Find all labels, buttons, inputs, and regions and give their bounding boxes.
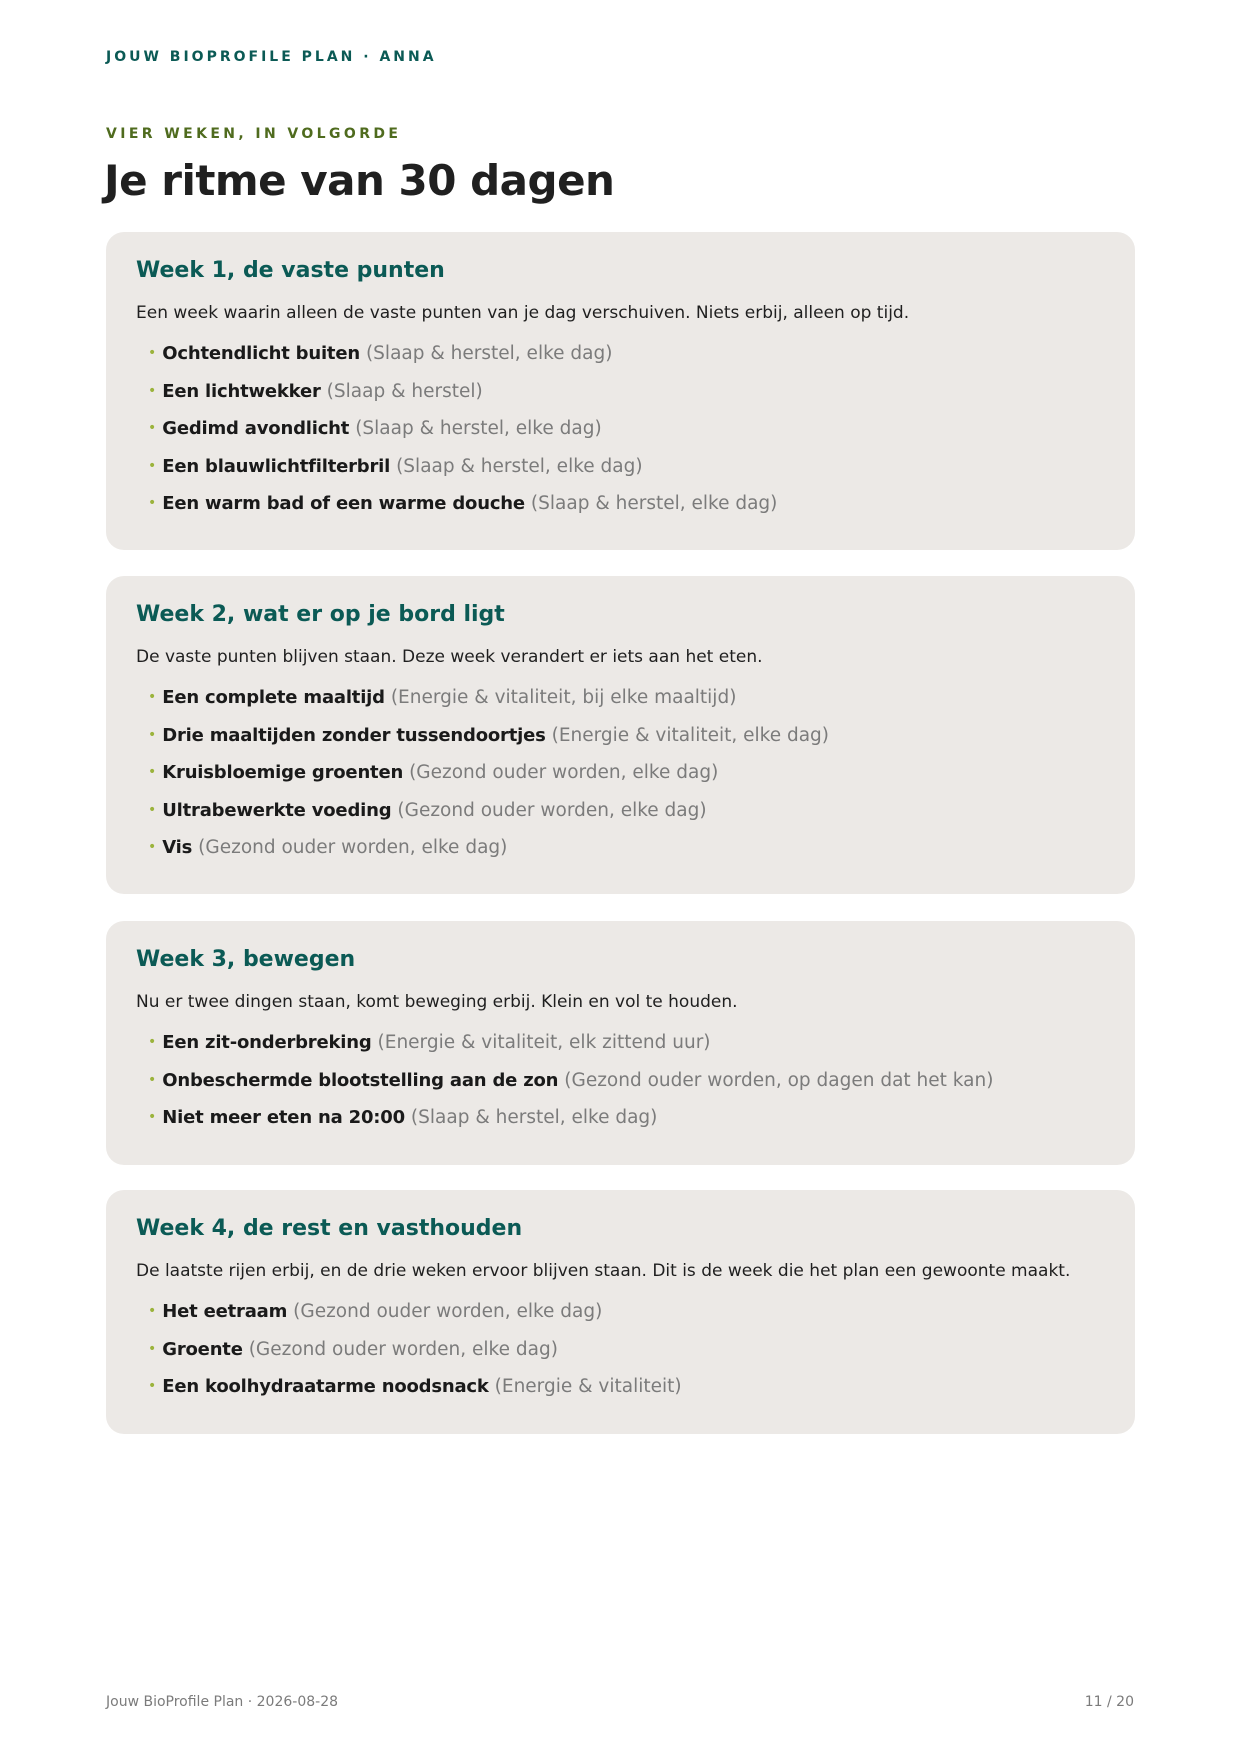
bullet-dot-icon: • (148, 801, 157, 818)
bullet-dot-icon: • (148, 1340, 157, 1357)
week-item-list (148, 687, 829, 875)
item-meta: (Gezond ouder worden, elke dag) (397, 799, 707, 821)
list-item (148, 725, 829, 763)
item-meta: (Slaap & herstel, elke dag) (365, 343, 613, 364)
item-meta: (Energie & vitaliteit) (494, 1376, 682, 1397)
list-item (148, 1301, 682, 1339)
bullet-dot-icon: • (148, 689, 157, 705)
item-name: Groente (162, 1338, 243, 1360)
week-card-2 (106, 576, 1135, 894)
item-meta: (Energie & vitaliteit, elke dag) (551, 724, 829, 746)
list-item (148, 1070, 993, 1108)
item-name: Kruisbloemige groenten (162, 762, 404, 783)
bullet-dot-icon: • (148, 839, 157, 855)
item-meta: (Slaap & herstel, elke dag) (410, 1107, 658, 1128)
week-title: Week 4, de rest en vasthouden (136, 1216, 523, 1241)
item-meta: (Slaap & herstel, elke dag) (355, 418, 602, 439)
item-meta: (Gezond ouder worden, elke dag) (409, 762, 719, 783)
bullet-dot-icon: • (148, 1109, 157, 1125)
week-item-list (148, 1032, 993, 1145)
section-eyebrow: VIER WEKEN, IN VOLGORDE (106, 126, 402, 142)
list-item (148, 687, 829, 725)
footer-document-title: Jouw BioProfile Plan · 2026-08-28 (106, 1694, 339, 1710)
list-item (148, 493, 777, 531)
item-name: Een koolhydraatarme noodsnack (162, 1376, 489, 1397)
list-item (148, 1032, 993, 1070)
page-title: Je ritme van 30 dagen (104, 156, 615, 205)
item-name: Een blauwlichtfilterbril (162, 455, 391, 477)
item-name: Drie maaltijden zonder tussendoortjes (162, 724, 546, 746)
item-name: Een zit-onderbreking (162, 1032, 372, 1053)
running-header: JOUW BIOPROFILE PLAN · ANNA (106, 49, 437, 65)
bullet-dot-icon: • (148, 764, 157, 780)
bullet-dot-icon: • (148, 1071, 157, 1088)
item-name: Het eetraam (162, 1301, 288, 1322)
bullet-dot-icon: • (148, 726, 157, 743)
item-name: Ochtendlicht buiten (162, 343, 360, 364)
item-name: Gedimd avondlicht (162, 418, 350, 439)
item-meta: (Gezond ouder worden, elke dag) (198, 837, 508, 858)
list-item (148, 1107, 993, 1145)
week-intro: Een week waarin alleen de vaste punten van je dag verschuiven. Niets erbij, alleen op tijd. (136, 303, 910, 323)
item-meta: (Gezond ouder worden, elke dag) (248, 1338, 558, 1360)
item-meta: (Gezond ouder worden, op dagen dat het kan) (564, 1069, 994, 1091)
list-item (148, 762, 829, 800)
week-title: Week 3, bewegen (136, 947, 356, 972)
item-meta: (Slaap & herstel, elke dag) (530, 493, 778, 514)
week-item-list (148, 1301, 682, 1414)
week-title: Week 1, de vaste punten (136, 258, 445, 283)
bullet-dot-icon: • (148, 1378, 157, 1394)
list-item (148, 343, 777, 381)
bullet-dot-icon: • (148, 457, 157, 474)
week-card-4 (106, 1190, 1135, 1434)
bullet-dot-icon: • (148, 1034, 157, 1050)
list-item (148, 1376, 682, 1414)
item-meta: (Slaap & herstel) (326, 380, 483, 402)
list-item (148, 456, 777, 494)
item-meta: (Energie & vitaliteit, bij elke maaltijd) (390, 687, 737, 708)
week-card-3 (106, 921, 1135, 1165)
week-intro: Nu er twee dingen staan, komt beweging erbij. Klein en vol te houden. (136, 992, 738, 1012)
item-name: Niet meer eten na 20:00 (162, 1107, 405, 1128)
item-name: Een lichtwekker (162, 380, 321, 402)
bullet-dot-icon: • (148, 495, 157, 511)
item-meta: (Energie & vitaliteit, elk zittend uur) (377, 1032, 711, 1053)
bullet-dot-icon: • (148, 420, 157, 436)
list-item (148, 381, 777, 419)
bullet-dot-icon: • (148, 345, 157, 361)
week-title: Week 2, wat er op je bord ligt (136, 602, 505, 627)
item-name: Een warm bad of een warme douche (162, 493, 525, 514)
bullet-dot-icon: • (148, 382, 157, 399)
list-item (148, 800, 829, 838)
item-meta: (Gezond ouder worden, elke dag) (293, 1301, 603, 1322)
page-number: 11 / 20 (1084, 1694, 1134, 1710)
list-item (148, 837, 829, 875)
item-name: Ultrabewerkte voeding (162, 799, 392, 821)
list-item (148, 1339, 682, 1377)
list-item (148, 418, 777, 456)
week-intro: De vaste punten blijven staan. Deze week verandert er iets aan het eten. (136, 647, 763, 667)
item-name: Onbeschermde blootstelling aan de zon (162, 1069, 559, 1091)
week-item-list (148, 343, 777, 531)
item-meta: (Slaap & herstel, elke dag) (396, 455, 643, 477)
bullet-dot-icon: • (148, 1303, 157, 1319)
item-name: Een complete maaltijd (162, 687, 385, 708)
item-name: Vis (162, 837, 193, 858)
week-intro: De laatste rijen erbij, en de drie weken ervoor blijven staan. Dit is de week die het plan een gewoonte maakt. (136, 1261, 1071, 1281)
week-card-1 (106, 232, 1135, 550)
